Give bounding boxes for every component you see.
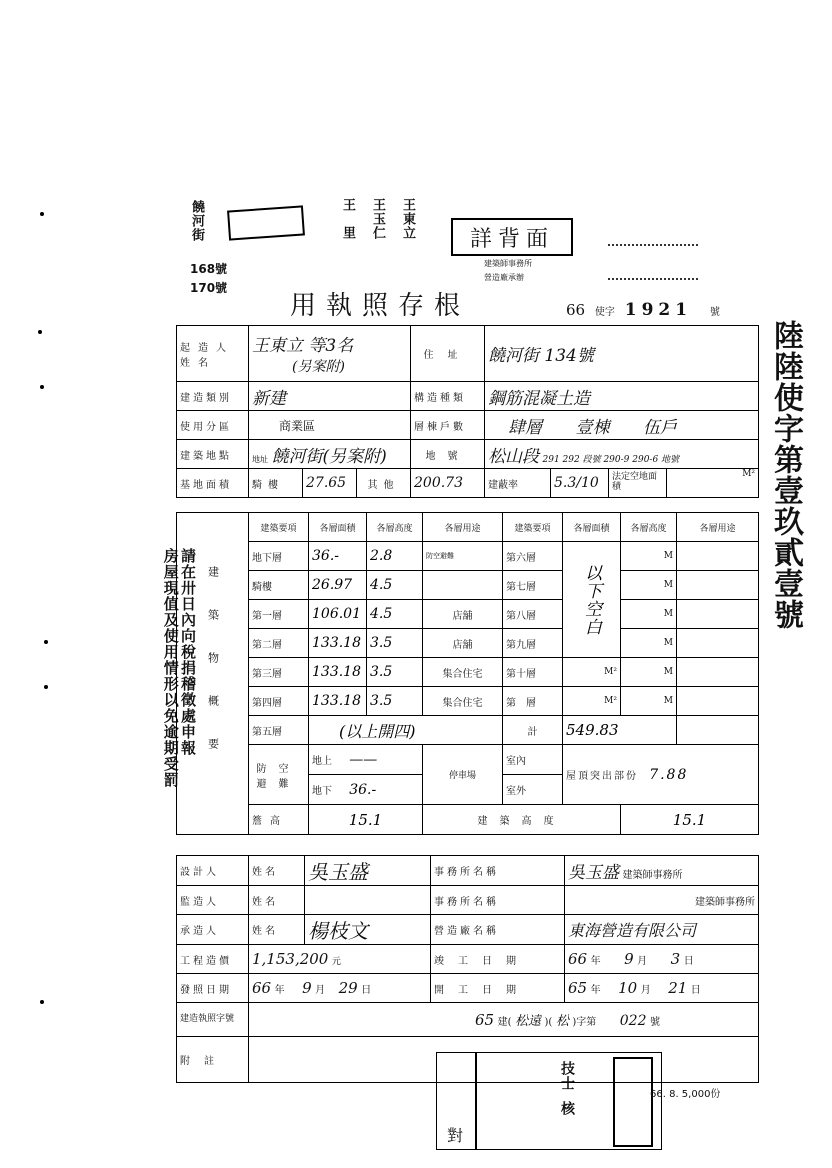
spec-floor-height: 4.5 — [367, 600, 423, 629]
shelter-below-value: 36.- — [349, 781, 377, 798]
permit-label: 建造執照字號 — [177, 1003, 249, 1037]
spec-floor-name-2: 第十層 — [503, 658, 563, 687]
spec-floor-use: 店舖 — [423, 600, 503, 629]
bldg-height-label: 建築高度 — [423, 805, 621, 835]
supervisor-name-label: 姓名 — [249, 886, 305, 915]
stamp-seal — [613, 1057, 653, 1147]
completion-date — [565, 945, 759, 974]
start-day: 21 — [668, 979, 688, 997]
issue-day: 29 — [338, 979, 358, 997]
designer-name-label: 姓名 — [249, 856, 305, 886]
applicant-name-1: 王東立 — [400, 198, 415, 240]
start-year: 65 — [568, 979, 588, 997]
license-number: 1921 — [624, 300, 693, 320]
spec-floor-name-2: 第九層 — [503, 629, 563, 658]
floors-value: 肆層 — [508, 417, 542, 438]
start-date — [565, 974, 759, 1003]
tiny-note-2: 營造廠承辦 — [484, 273, 524, 282]
spec-floor-use: 集合住宅 — [423, 658, 503, 687]
lot-numbers: 291 292 段號 290-9 290-6 地號 — [542, 454, 680, 465]
small-stamp — [227, 205, 305, 240]
completion-month: 9 — [624, 950, 634, 968]
street-column — [187, 200, 206, 242]
contractor-name-label: 姓名 — [249, 915, 305, 945]
building-type-label: 建造類別 — [177, 382, 249, 411]
applicant-value: 王東立 等3名 — [252, 336, 354, 356]
parking-label: 停車場 — [423, 745, 503, 805]
site-prefix: 地址 — [252, 454, 268, 464]
margin-dot — [44, 640, 48, 644]
personnel-table — [176, 855, 759, 1083]
site-value: 饒河街(另案附) — [271, 446, 387, 467]
structure-label: 構造種類 — [411, 382, 485, 411]
permit-prefix: 建( — [497, 1017, 512, 1028]
applicant-cell — [249, 326, 411, 382]
issue-year: 66 — [252, 979, 272, 997]
license-prefix: 66 — [566, 301, 586, 319]
shelter-above-value: —— — [349, 751, 378, 768]
spec-unit: M — [621, 600, 677, 629]
spec-floor-height: 3.5 — [367, 629, 423, 658]
indoor-label: 室內 — [503, 745, 563, 775]
spec-floor-area: (以上開四) — [309, 716, 503, 745]
coverage-label: 建蔽率 — [485, 469, 551, 498]
start-label: 開工日期 — [431, 974, 565, 1003]
issue-m: 月 — [315, 985, 326, 996]
eave-value: 15.1 — [309, 805, 423, 835]
bldg-height-value: 15.1 — [621, 805, 759, 835]
license-form — [176, 325, 759, 498]
spec-section-label — [177, 513, 249, 835]
base-area-label: 基地面積 — [177, 469, 249, 498]
supervisor-label: 監造人 — [177, 886, 249, 915]
spec-floor-name-2: 第八層 — [503, 600, 563, 629]
permit-mid: )( — [544, 1017, 553, 1028]
street-name: 饒河街 — [189, 200, 204, 242]
issue-y: 年 — [274, 985, 285, 996]
bottom-stamp-divider — [475, 1053, 477, 1149]
spec-floor-height: 2.8 — [367, 542, 423, 571]
note-label: 附註 — [177, 1037, 249, 1083]
floors-cell — [485, 411, 759, 440]
spec-header-1: 建築要項 — [249, 513, 309, 542]
spec-row — [177, 600, 759, 629]
spec-area-2 — [563, 687, 621, 716]
buildings-value: 壹棟 — [575, 417, 610, 438]
zone-label: 使用分區 — [177, 411, 249, 440]
structure-value: 鋼筋混凝土造 — [485, 382, 759, 411]
right-side-annotation — [768, 320, 803, 630]
spec-floor-height: 3.5 — [367, 658, 423, 687]
cost-unit: 元 — [331, 957, 341, 967]
spec-total-area: 549.83 — [563, 716, 677, 745]
shelter-below — [309, 775, 423, 805]
spec-floor-area: 106.01 — [309, 600, 367, 629]
spec-floor-name-2: 第六層 — [503, 542, 563, 571]
spec-unit: M — [621, 629, 677, 658]
spec-use-2 — [677, 629, 759, 658]
arcade-label: 騎樓 — [249, 469, 303, 498]
spec-floor-area: 133.18 — [309, 629, 367, 658]
shelter-above — [309, 745, 423, 775]
tiny-note-1: 建築師事務所 — [484, 259, 532, 268]
spec-floor-name: 第四層 — [249, 687, 309, 716]
designer-office-suffix: 建築師事務所 — [622, 870, 683, 881]
applicant-label: 起造人姓名 — [177, 326, 249, 382]
spec-use-2 — [677, 687, 759, 716]
spec-unit: M — [621, 658, 677, 687]
building-type-value: 新建 — [249, 382, 411, 411]
spec-floor-height: 3.5 — [367, 687, 423, 716]
spec-use-2 — [677, 716, 759, 745]
legal-area-label: 法定空地面積 — [609, 469, 667, 498]
spec-row — [177, 687, 759, 716]
permit-cell — [249, 1003, 759, 1037]
spec-floor-use — [423, 571, 503, 600]
spec-row — [177, 629, 759, 658]
cost-value: 1,153,200 — [252, 950, 329, 968]
applicant-name-3: 王 里 — [340, 198, 355, 240]
spec-row — [177, 716, 759, 745]
applicant-name-2: 王玉仁 — [370, 198, 385, 240]
spec-floor-name: 第五層 — [249, 716, 309, 745]
spec-floor-use: 店舖 — [423, 629, 503, 658]
spec-header-7: 各層高度 — [621, 513, 677, 542]
start-m: 月 — [640, 985, 651, 996]
spec-area-2 — [563, 658, 621, 687]
cost-label: 工程造價 — [177, 945, 249, 974]
margin-dot — [44, 685, 48, 689]
spec-unit: M — [621, 687, 677, 716]
arcade-value: 27.65 — [303, 469, 357, 498]
margin-dot — [40, 212, 44, 216]
permit-end: )字第 — [572, 1017, 597, 1028]
lot-cell — [485, 440, 759, 469]
spec-unit: M — [621, 542, 677, 571]
issue-d: 日 — [361, 985, 372, 996]
cost-cell — [249, 945, 431, 974]
zone-value: 商業區 — [249, 411, 411, 440]
license-suffix: 號 — [709, 307, 720, 318]
applicant-note: (另案附) — [292, 359, 345, 375]
completion-day: 3 — [670, 950, 681, 968]
start-d: 日 — [690, 985, 701, 996]
outdoor-label: 室外 — [503, 775, 563, 805]
eave-label: 簷高 — [249, 805, 309, 835]
site-cell — [249, 440, 411, 469]
supervisor-office-cell — [565, 886, 759, 915]
spec-header-2: 各層面積 — [309, 513, 367, 542]
supervisor-name — [305, 886, 431, 915]
floors-label: 層棟戶數 — [411, 411, 485, 440]
spec-use-2 — [677, 542, 759, 571]
designer-office: 吳玉盛 — [568, 863, 619, 883]
form-title: 用執照存根 — [290, 291, 471, 321]
right-side-text: 陸陸使字第壹玖貳壹號 — [768, 320, 803, 630]
spec-row — [177, 658, 759, 687]
spec-header-8: 各層用途 — [677, 513, 759, 542]
spec-floor-use: 防空避難 — [423, 542, 503, 571]
spec-row — [177, 571, 759, 600]
left-notice-col-1: 請在卅日內向稅捐稽徵處申報 — [179, 548, 197, 756]
margin-dot — [38, 330, 42, 334]
supervisor-office-label: 事務所名稱 — [431, 886, 565, 915]
address-label: 住址 — [411, 326, 485, 382]
start-y: 年 — [590, 985, 601, 996]
completion-y: 年 — [590, 956, 601, 967]
completion-year: 66 — [568, 950, 588, 968]
shelter-below-label: 地下 — [312, 785, 332, 797]
roof-cell — [563, 745, 759, 805]
other-value: 200.73 — [411, 469, 485, 498]
roof-value: 7.88 — [649, 766, 689, 783]
roof-label: 屋頂突出部份 — [566, 770, 638, 782]
legal-area-value — [667, 469, 759, 498]
contractor-name: 楊枝文 — [305, 915, 431, 945]
spec-floor-use: 集合住宅 — [423, 687, 503, 716]
spec-row — [177, 542, 759, 571]
bottom-stamp-box — [436, 1052, 662, 1150]
designer-office-cell — [565, 856, 759, 886]
completion-d: 日 — [683, 956, 694, 967]
shelter-above-label: 地上 — [312, 755, 332, 767]
contractor-company: 東海營造有限公司 — [565, 915, 759, 945]
supervisor-office-suffix: 建築師事務所 — [695, 896, 755, 908]
stamp-technician: 技士 — [559, 1061, 575, 1091]
site-label: 建築地點 — [177, 440, 249, 469]
legal-area-unit: M² — [742, 469, 756, 479]
designer-name: 吳玉盛 — [305, 856, 431, 886]
stamp-approve: 核 — [559, 1101, 575, 1116]
spec-header-3: 各層高度 — [367, 513, 423, 542]
spec-use-2 — [677, 600, 759, 629]
spec-floor-area: 26.97 — [309, 571, 367, 600]
spec-floor-name-2: 第 層 — [503, 687, 563, 716]
spec-header-6: 各層面積 — [563, 513, 621, 542]
permit-year: 65 — [475, 1011, 495, 1029]
designer-office-label: 事務所名稱 — [431, 856, 565, 886]
lot-value: 松山段 — [488, 446, 539, 467]
spec-header-5: 建築要項 — [503, 513, 563, 542]
households-value: 伍戶 — [643, 417, 677, 438]
building-spec-table — [176, 512, 759, 835]
completion-m: 月 — [637, 956, 648, 967]
other-label: 其他 — [357, 469, 411, 498]
address-value: 饒河街 134號 — [485, 326, 759, 382]
spec-floor-name: 地下層 — [249, 542, 309, 571]
permit-zone: 松遠 — [515, 1014, 542, 1029]
spec-floor-name: 騎樓 — [249, 571, 309, 600]
issue-date — [249, 974, 431, 1003]
contractor-label: 承造人 — [177, 915, 249, 945]
spec-floor-area: 133.18 — [309, 658, 367, 687]
coverage-value: 5.3/10 — [551, 469, 609, 498]
permit-zone-2: 松 — [555, 1014, 569, 1029]
spec-floor-area: 133.18 — [309, 687, 367, 716]
shelter-label: 防空避難 — [249, 745, 309, 805]
see-back-stamp — [451, 218, 573, 256]
spec-blank-note: 以下空白 — [563, 542, 621, 658]
permit-suffix: 號 — [649, 1017, 660, 1028]
license-number-block — [566, 300, 720, 320]
issue-label: 發照日期 — [177, 974, 249, 1003]
spec-area-2-unit: M² — [604, 667, 617, 677]
issue-month: 9 — [302, 979, 312, 997]
see-back-text: 詳背面 — [469, 226, 554, 252]
completion-label: 竣工日期 — [431, 945, 565, 974]
lot-label: 地號 — [411, 440, 485, 469]
license-word: 使字 — [594, 307, 615, 318]
spec-floor-name: 第一層 — [249, 600, 309, 629]
spec-area-2-unit: M² — [604, 696, 617, 706]
margin-dot — [40, 385, 44, 389]
spec-unit: M — [621, 571, 677, 600]
spec-floor-area: 36.- — [309, 542, 367, 571]
spec-floor-name: 第三層 — [249, 658, 309, 687]
permit-number: 022 — [619, 1013, 647, 1029]
spec-use-2 — [677, 571, 759, 600]
margin-dot — [40, 1000, 44, 1004]
contractor-company-label: 營造廠名稱 — [431, 915, 565, 945]
tiny-note-3 — [608, 244, 698, 280]
spec-floor-name-2: 第七層 — [503, 571, 563, 600]
spec-floor-name: 第二層 — [249, 629, 309, 658]
spec-header-4: 各層用途 — [423, 513, 503, 542]
spec-floor-name-2: 計 — [503, 716, 563, 745]
house-number-1: 168號 — [190, 262, 228, 276]
spec-floor-height: 4.5 — [367, 571, 423, 600]
spec-use-2 — [677, 658, 759, 687]
designer-label: 設計人 — [177, 856, 249, 886]
print-info: 66. 8. 5,000份 — [650, 1089, 721, 1100]
check-label: 對 — [447, 1126, 464, 1145]
left-notice-col-2: 房屋現值及使用情形以免逾期受罰 — [161, 548, 180, 788]
start-month: 10 — [618, 979, 638, 997]
spec-section-text: 建築物概要 — [206, 566, 220, 781]
house-number-2: 170號 — [190, 281, 228, 295]
